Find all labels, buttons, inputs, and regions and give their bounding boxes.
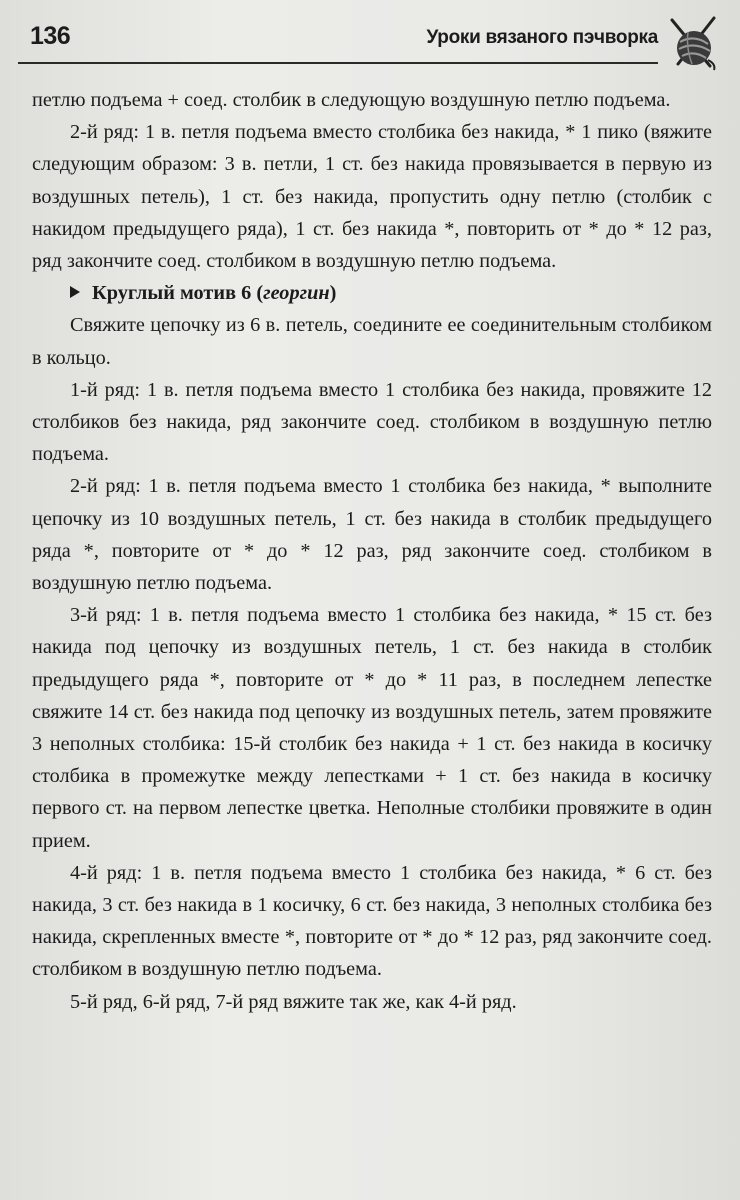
heading-title: Круглый мотив 6 <box>92 282 252 305</box>
yarn-ball-icon <box>664 14 722 72</box>
paragraph-row-2-previous: 2-й ряд: 1 в. петля подъема вместо столбика без накида, * 1 пико (вяжите следующим образом: 3 в. петли, 1 ст. без накида провязывается в первую из воздушных петель), 1 ст. без накида, пропустить одну петлю (столбик с накидом предыдущего ряда), 1 ст. без накида *, повторить от * до * 12 раз, ряд закончите соед. столбиком в воздушную петлю подъема. <box>32 121 712 273</box>
page-header <box>18 16 730 60</box>
running-title: Уроки вязаного пэчворка <box>426 27 658 48</box>
page-number: 136 <box>30 22 71 50</box>
paragraph-row-3: 3-й ряд: 1 в. петля подъема вместо 1 столбика без накида, * 15 ст. без накида под цепочку из воздушных петель, 1 ст. без накида в столбик предыдущего ряда *, повторите от * до * 11 раз, в последнем лепестке свяжите 14 ст. без накида под цепочку из воздушных петель, затем провяжите 3 неполных столбика: 15-й столбик без накида + 1 ст. без накида в косичку столбика в промежутке между лепестками + 1 ст. без накида в косичку первого ст. на первом лепестке цветка. Неполные столбики провяжите в один прием. <box>32 604 712 852</box>
paragraph-rows-5-7: 5-й ряд, 6-й ряд, 7-й ряд вяжите так же, как 4-й ряд. <box>70 990 517 1013</box>
body-text <box>32 84 712 1018</box>
triangle-bullet-icon <box>70 286 80 298</box>
header-rule <box>18 62 658 64</box>
heading-subtitle: георгин <box>263 282 330 305</box>
section-heading: Круглый мотив 6 (георгин) <box>32 277 712 309</box>
paragraph-row-4: 4-й ряд: 1 в. петля подъема вместо 1 столбика без накида, * 6 ст. без накида, 3 ст. без накида в 1 косичку, 6 ст. без накида, 3 неполных столбика без накида, скрепленных вместе *, повторите от * до * 12 раз, ряд закончите соед. столбиком в воздушную петлю подъема. <box>32 861 712 981</box>
paragraph-row-1: 1-й ряд: 1 в. петля подъема вместо 1 столбика без накида, провяжите 12 столбиков без накида, ряд закончите соед. столбиком в воздушную петлю подъема. <box>32 378 712 466</box>
paragraph-chain: Свяжите цепочку из 6 в. петель, соедините ее соединительным столбиком в кольцо. <box>32 314 712 369</box>
paragraph-row-2: 2-й ряд: 1 в. петля подъема вместо 1 столбика без накида, * выполните цепочку из 10 воздушных петель, 1 ст. без накида в столбик предыдущего ряда *, повторите от * до * 12 раз, ряд закончите соед. столбиком в воздушную петлю подъема. <box>32 475 712 595</box>
paragraph-continuation: петлю подъема + соед. столбик в следующую воздушную петлю подъема. <box>32 89 671 111</box>
